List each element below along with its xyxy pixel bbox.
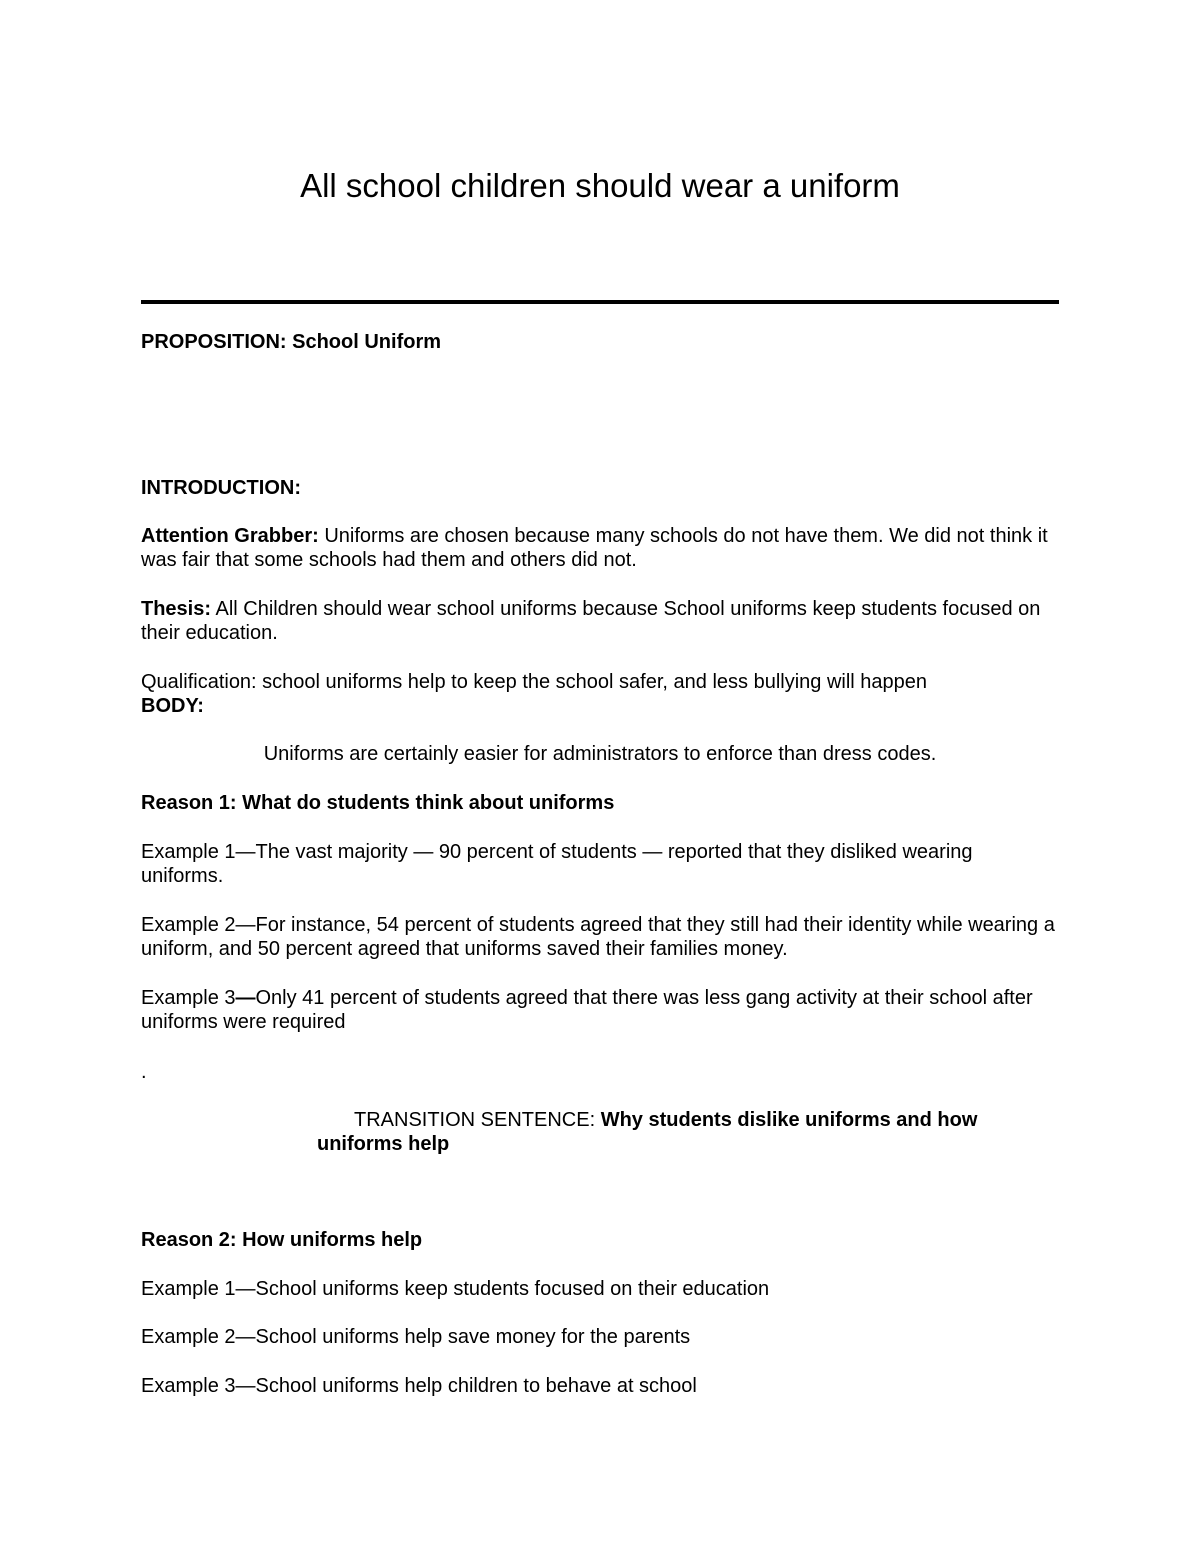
reason2-example1: Example 1—School uniforms keep students focused on their education xyxy=(141,1278,770,1300)
reason2-example2: Example 2—School uniforms help save money for the parents xyxy=(141,1326,691,1348)
stray-period: . xyxy=(141,1061,147,1083)
body-heading: BODY: xyxy=(141,695,204,717)
qualification: Qualification: school uniforms help to keep the school safer, and less bullying will happen xyxy=(141,671,928,693)
proposition: PROPOSITION: School Uniform xyxy=(141,331,442,353)
thesis-label: Thesis: xyxy=(141,598,212,620)
transition-text: Why students dislike uniforms and how uniforms help xyxy=(317,1109,978,1155)
thesis xyxy=(141,597,1059,645)
horizontal-rule xyxy=(141,300,1059,304)
transition-sentence xyxy=(317,1108,1057,1156)
attention-grabber-text: Uniforms are chosen because many schools do not have them. We did not think it was fair that some schools had them and others did not. xyxy=(141,525,1048,571)
reason1-example1: Example 1—The vast majority — 90 percent of students — reported that they disliked wearing uniforms. xyxy=(141,841,973,887)
document-title: All school children should wear a uniform xyxy=(300,167,900,204)
attention-grabber xyxy=(141,524,1059,572)
introduction-heading: INTRODUCTION: xyxy=(141,477,301,499)
reason1-example2: Example 2—For instance, 54 percent of students agreed that they still had their identity while wearing a uniform, and 50 percent agreed that uniforms saved their families money. xyxy=(141,914,1055,960)
reason2-heading: Reason 2: How uniforms help xyxy=(141,1229,423,1251)
transition-label: TRANSITION SENTENCE: xyxy=(354,1109,601,1131)
reason1-example3-text: Only 41 percent of students agreed that there was less gang activity at their school after uniforms were required xyxy=(141,987,1033,1033)
reason1-example3-prefix: Example 3 xyxy=(141,987,236,1009)
reason1-example3-dash: — xyxy=(235,987,256,1009)
body-centered-statement: Uniforms are certainly easier for administrators to enforce than dress codes. xyxy=(263,743,937,765)
reason1-example3 xyxy=(141,986,1059,1034)
reason2-example3: Example 3—School uniforms help children to behave at school xyxy=(141,1375,697,1397)
attention-grabber-label: Attention Grabber: xyxy=(141,525,319,547)
reason1-heading: Reason 1: What do students think about uniforms xyxy=(141,792,615,814)
thesis-text: All Children should wear school uniforms because School uniforms keep students focused on their education. xyxy=(141,598,1041,644)
